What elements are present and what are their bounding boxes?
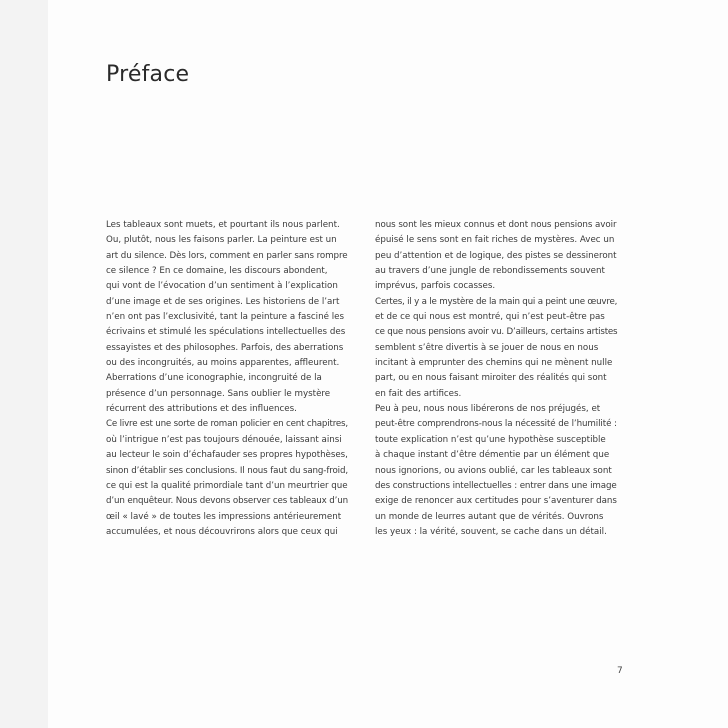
right-text-column <box>375 218 617 540</box>
text-line: Les tableaux sont muets, et pourtant ils nous parlent. <box>106 220 340 230</box>
text-line: au travers d’une jungle de rebondissements souvent <box>375 266 605 277</box>
text-line: et de ce qui nous est montré, qui n’est peut-être pas <box>375 312 605 323</box>
text-line: essayistes et des philosophes. Parfois, des aberrations <box>106 342 344 353</box>
text-line: Ce livre est une sorte de roman policier en cent chapitres, <box>106 419 348 430</box>
text-line: les yeux : la vérité, souvent, se cache dans un détail. <box>375 526 607 537</box>
page-number: 7 <box>617 666 623 676</box>
text-line: ou des incongruités, au moins apparentes, affleurent. <box>106 358 340 369</box>
text-line: Certes, il y a le mystère de la main qui a peint une œuvre, <box>375 296 618 307</box>
text-line: qui vont de l’évocation d’un sentiment à l’explication <box>106 281 338 292</box>
text-line: semblent s’être divertis à se jouer de nous en nous <box>375 342 599 353</box>
text-line: ce qui est la qualité primordiale tant d’un meurtrier que <box>106 480 348 491</box>
text-line: récurrent des attributions et des influences. <box>106 404 297 415</box>
text-line: peu d’attention et de logique, des pistes se dessineront <box>375 250 617 261</box>
text-line: peut-être comprendrons-nous la nécessité de l’humilité : <box>375 419 617 430</box>
text-line: ce silence ? En ce domaine, les discours abondent, <box>106 266 328 277</box>
text-line: d’un enquêteur. Nous devons observer ces tableaux d’un <box>106 496 349 507</box>
text-line: au lecteur le soin d’échafauder ses propres hypothèses, <box>106 450 348 461</box>
text-line: Peu à peu, nous nous libérerons de nos préjugés, et <box>375 404 601 415</box>
left-text-column <box>106 218 348 540</box>
page-title: Préface <box>106 62 190 87</box>
text-line: ce que nous pensions avoir vu. D’ailleurs, certains artistes <box>375 327 618 338</box>
text-line: incitant à emprunter des chemins qui ne mènent nulle <box>375 358 613 369</box>
text-line: imprévus, parfois cocasses. <box>375 281 496 292</box>
text-line: à chaque instant d’être démentie par un élément que <box>375 450 610 461</box>
text-line: toute explication n’est qu’une hypothèse susceptible <box>375 434 606 445</box>
text-line: sinon d’établir ses conclusions. Il nous faut du sang-froid, <box>106 465 348 476</box>
text-line: d’une image et de ses origines. Les historiens de l’art <box>106 296 340 307</box>
text-line: en fait des artifices. <box>375 388 462 399</box>
text-line: des constructions intellectuelles : entrer dans une image <box>375 480 617 491</box>
text-line: présence d’un personnage. Sans oublier le mystère <box>106 388 331 399</box>
text-line: où l’intrigue n’est pas toujours dénouée, laissant ainsi <box>106 434 342 445</box>
text-line: Aberrations d’une iconographie, incongruité de la <box>106 373 322 384</box>
text-line: accumulées, et nous découvrirons alors que ceux qui <box>106 526 338 537</box>
text-line: nous ignorions, ou avions oublié, car les tableaux sont <box>375 465 612 476</box>
text-line: exige de renoncer aux certitudes pour s’aventurer dans <box>375 496 617 507</box>
text-line: part, ou en nous faisant miroiter des réalités qui sont <box>375 373 607 384</box>
text-line: Ou, plutôt, nous les faisons parler. La peinture est un <box>106 235 337 246</box>
text-line: œil « lavé » de toutes les impressions antérieurement <box>106 511 342 522</box>
text-line: nous sont les mieux connus et dont nous pensions avoir <box>375 220 617 230</box>
text-line: art du silence. Dès lors, comment en parler sans rompre <box>106 250 348 261</box>
text-line: épuisé le sens sont en fait riches de mystères. Avec un <box>375 235 615 246</box>
text-line: n’en ont pas l’exclusivité, tant la peinture a fasciné les <box>106 312 344 323</box>
text-line: un monde de leurres autant que de vérités. Ouvrons <box>375 511 604 522</box>
text-line: écrivains et stimulé les spéculations intellectuelles des <box>106 327 346 338</box>
